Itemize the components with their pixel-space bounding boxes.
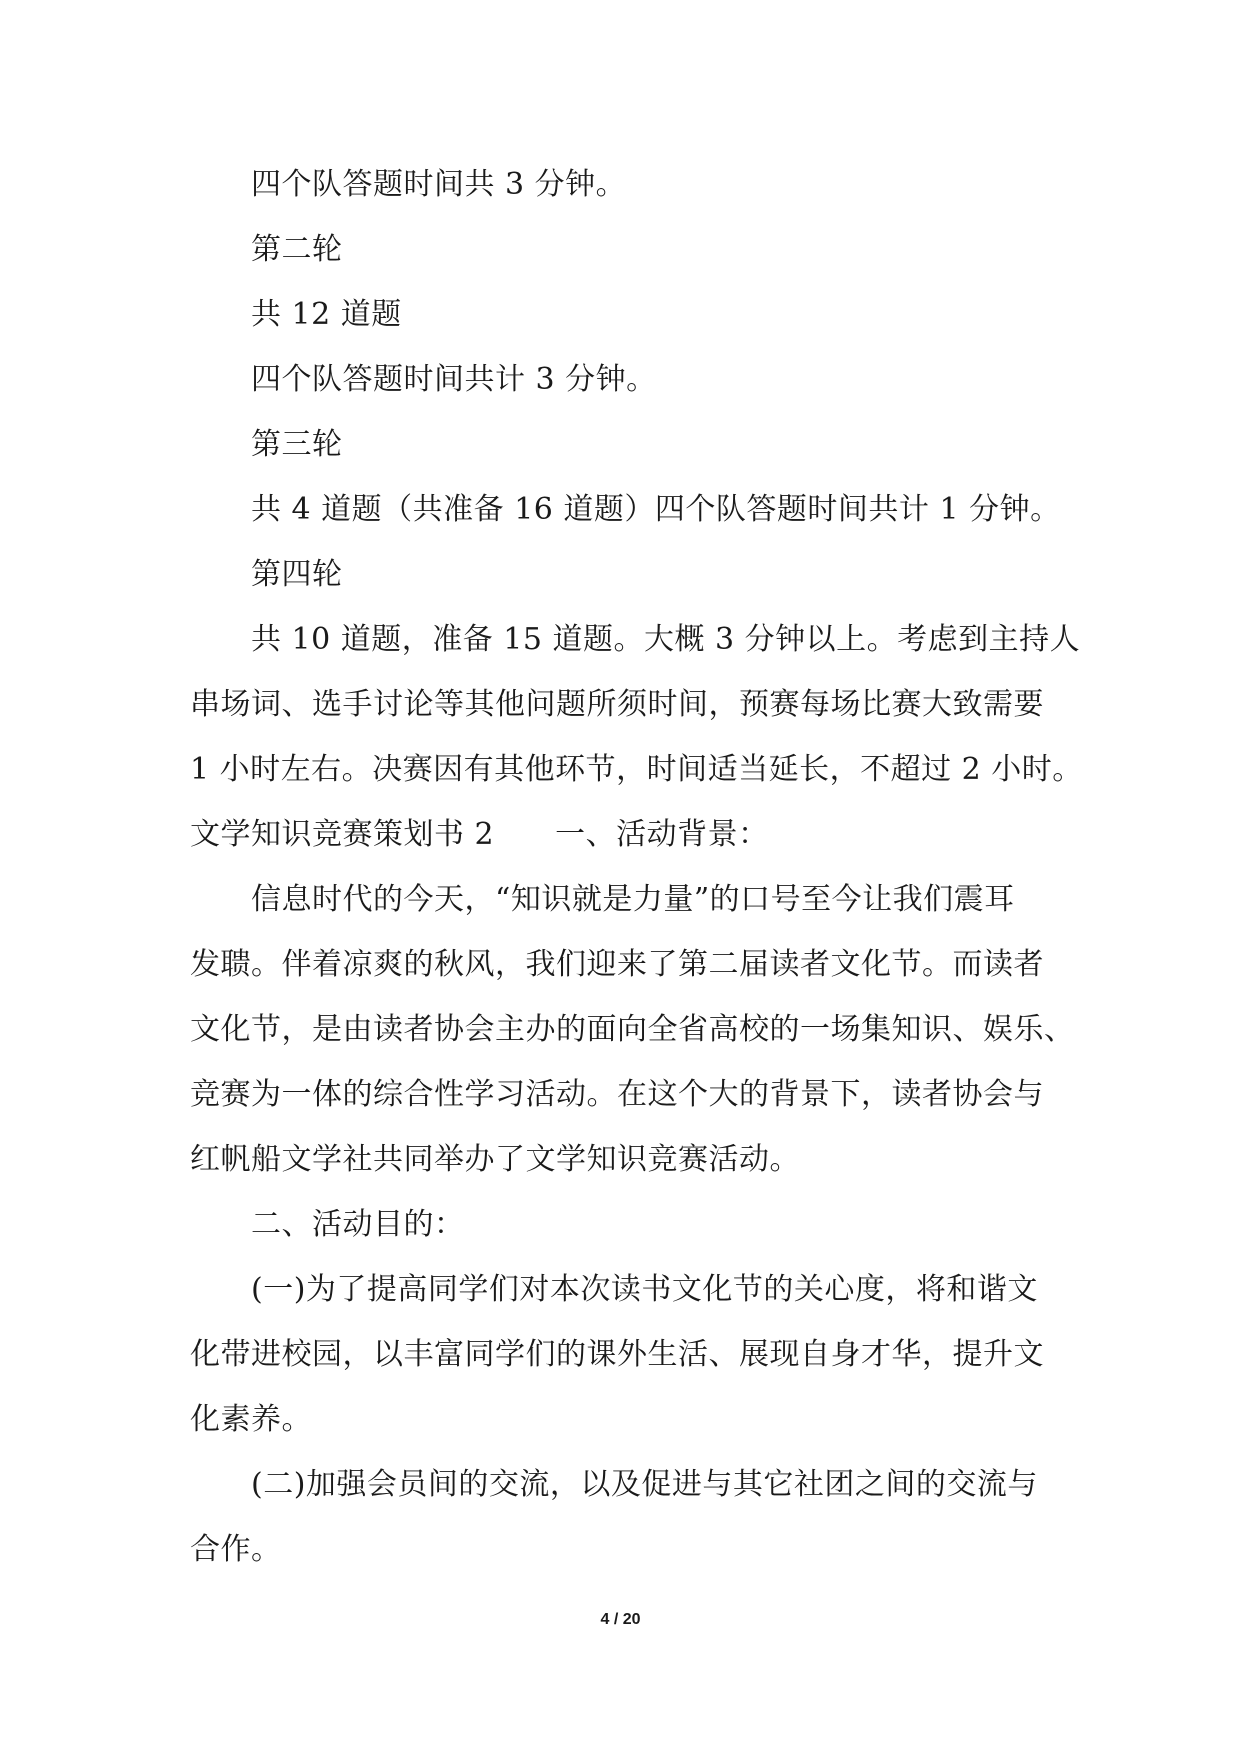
paragraph-line: 化带进校园，以丰富同学们的课外生活、展现自身才华，提升文	[190, 1337, 1044, 1372]
paragraph-line: 文化节，是由读者协会主办的面向全省高校的一场集知识、娱乐、	[190, 1012, 1075, 1047]
paragraph-line: (一)为了提高同学们对本次读书文化节的关心度，将和谐文	[251, 1272, 1038, 1307]
paragraph-line: 共 12 道题	[251, 297, 402, 332]
page-number: 4 / 20	[600, 1611, 641, 1628]
paragraph-line: 串场词、选手讨论等其他问题所须时间，预赛每场比赛大致需要	[190, 687, 1044, 722]
paragraph-line: 1 小时左右。决赛因有其他环节，时间适当延长，不超过 2 小时。	[190, 752, 1083, 787]
section-heading: 文学知识竞赛策划书 2 一、活动背景：	[190, 817, 769, 852]
paragraph-line: 化素养。	[190, 1402, 312, 1437]
section-heading: 二、活动目的：	[251, 1207, 465, 1242]
paragraph-line: 信息时代的今天，“知识就是力量”的口号至今让我们震耳	[251, 882, 1015, 917]
paragraph-line: 发聩。伴着凉爽的秋风，我们迎来了第二届读者文化节。而读者	[190, 947, 1044, 982]
paragraph-line: 合作。	[190, 1532, 282, 1567]
paragraph-line: 四个队答题时间共计 3 分钟。	[251, 362, 657, 397]
paragraph-line: 竞赛为一体的综合性学习活动。在这个大的背景下，读者协会与	[190, 1077, 1044, 1112]
round-heading: 第三轮	[251, 427, 343, 462]
paragraph-line: 共 10 道题，准备 15 道题。大概 3 分钟以上。考虑到主持人	[251, 622, 1081, 657]
paragraph-line: 红帆船文学社共同举办了文学知识竞赛活动。	[190, 1142, 800, 1177]
paragraph-line: 共 4 道题（共准备 16 道题）四个队答题时间共计 1 分钟。	[251, 492, 1061, 527]
paragraph-line: 四个队答题时间共 3 分钟。	[251, 167, 627, 202]
paragraph-line: (二)加强会员间的交流，以及促进与其它社团之间的交流与	[251, 1467, 1038, 1502]
round-heading: 第二轮	[251, 232, 343, 267]
round-heading: 第四轮	[251, 557, 343, 592]
